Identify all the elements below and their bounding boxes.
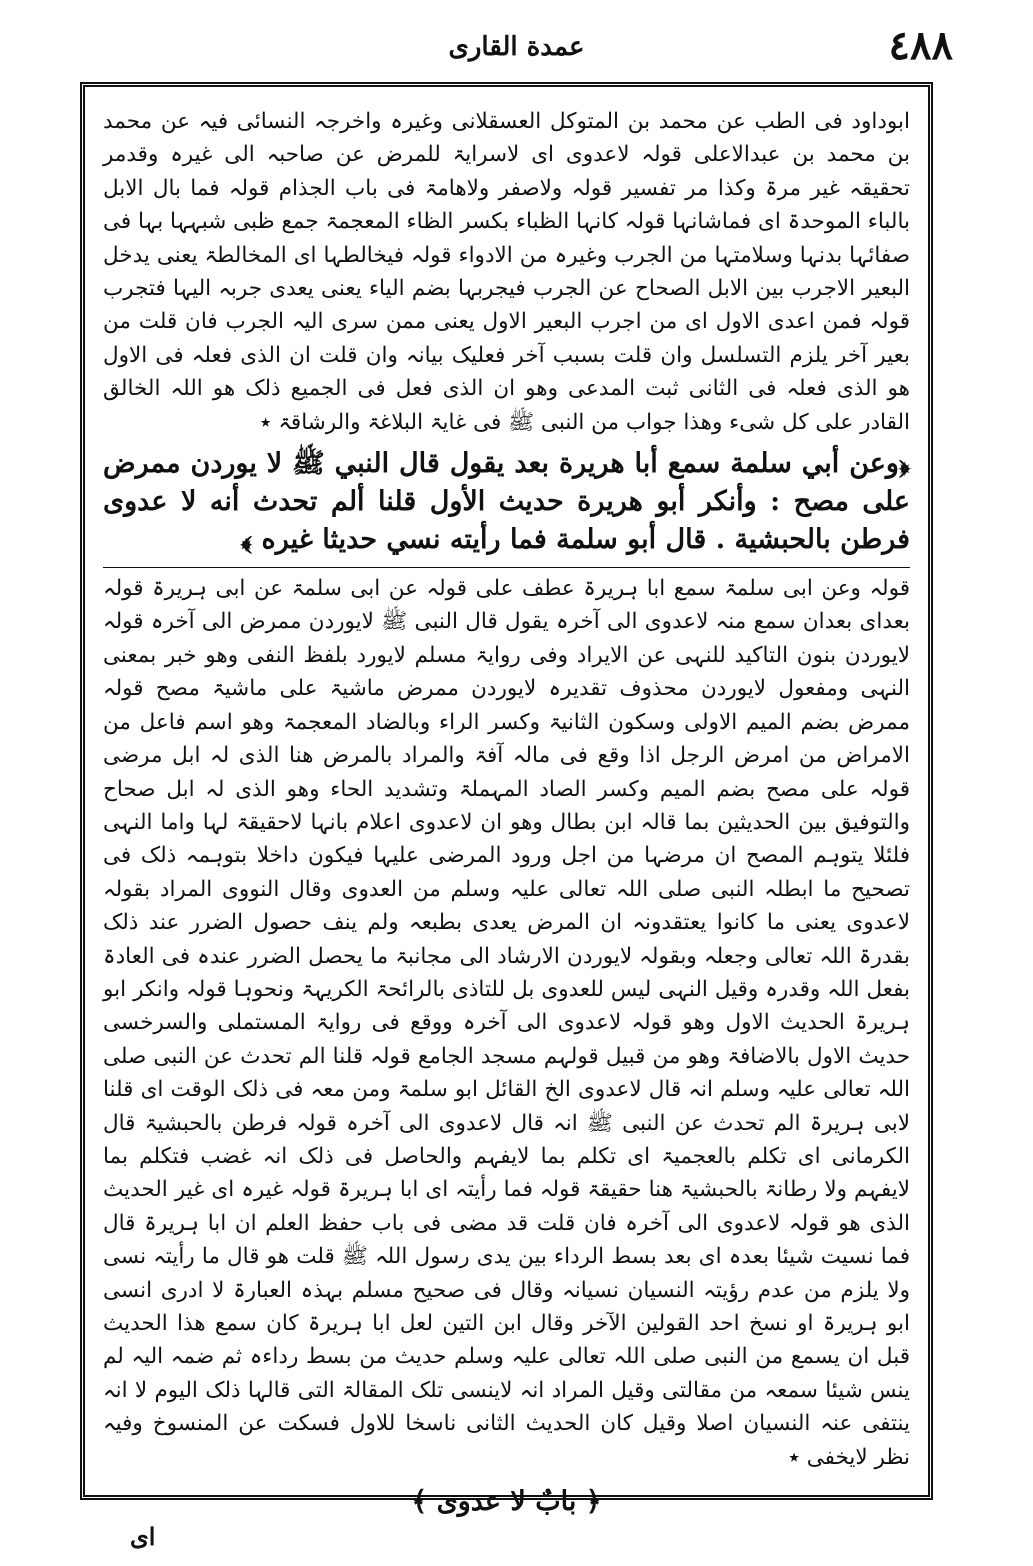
page-header: [80, 22, 953, 82]
hadith-text: ﴿وعن أبي سلمة سمع أبا هريرة بعد يقول قال النبي ﷺ لا يوردن ممرض على مصح : وأنكر أبو هريرة حديث الأول قلنا ألم تحدث أنه لا عدوى فرطن بالحبشية . قال أبو سلمة فما رأيته نسي حديثا غيره ﴾: [103, 448, 910, 556]
text-body: [103, 105, 910, 1518]
commentary-paragraph-top: ابوداود فی الطب عن محمد بن المتوکل العسقلانی وغیرہ واخرجہ النسائی فیہ عن محمد بن محمد بن عبدالاعلی قولہ لاعدوی ای لاسرایۃ للمرض عن صاحبہ الی غیرہ وقدمر تحقیقہ غیر مرۃ وکذا مر تفسیر قولہ ولاصفر ولاھامۃ فی باب الجذام قولہ فما بال الابل بالباء الموحدۃ ای فماشانہا قولہ کانہا الظباء بکسر الظاء المعجمۃ جمع ظبی شبہہا بہا فی صفائہا بدنہا وسلامتہا من الجرب وغیرہ من الادواء قولہ فیخالطہا ای المخالطۃ یعنی یدخل البعیر الاجرب بین الابل الصحاح عن الجرب فیجربہا بضم الیاء یعنی یعدی جربہ الیہا فتجرب قولہ فمن اعدی الاول ای من اجرب البعیر الاول یعنی ممن سری الیہ الجرب فان قلت من بعیر آخر یلزم التسلسل وان قلت بسبب آخر فعلیک بیانہ وان قلت ان الذی فعلہ فی الاول ھو الذی فعلہ فی الثانی ثبت المدعی وھو ان الذی فعل فی الجمیع ذلک ھو اللہ الخالق القادر علی کل شیء وھذا جواب من النبی ﷺ فی غایۃ البلاغۃ والرشاقۃ ٭: [103, 109, 910, 435]
divider-line: [103, 567, 910, 568]
chapter-heading: ﴿ بابٌ لا عدوى ﴾: [411, 1486, 602, 1518]
running-title: عمدة القاری: [448, 32, 585, 62]
text-frame: [80, 82, 933, 1518]
commentary-paragraph-bottom: قولہ وعن ابی سلمۃ سمع ابا ہریرۃ عطف علی قولہ عن ابی سلمۃ عن ابی ہریرۃ قولہ بعدای بعدان سمع منہ لاعدوی الی آخرہ یقول قال النبی ﷺ لایوردن ممرض الی آخرہ قولہ لایوردن بنون التاکید للنہی عن الایراد وفی روایۃ مسلم لایورد بلفظ النفی وھو خبر بمعنی النہی ومفعول لایوردن محذوف تقدیرہ لایوردن ممرض ماشیۃ علی ماشیۃ مصح قولہ ممرض بضم المیم الاولی وسکون الثانیۃ وکسر الراء وبالضاد المعجمۃ وھو اسم فاعل من الامراض من امرض الرجل اذا وقع فی مالہ آفۃ والمراد بالمرض ھنا الذی لہ ابل مرضی قولہ علی مصح بضم المیم وکسر الصاد المہملۃ وتشدید الحاء وھو الذی لہ ابل صحاح والتوفیق بین الحدیثین بما قالہ ابن بطال وھو ان لاعدوی اعلام بانہا لاحقیقۃ لہا واما النہی فلئلا یتوہم المصح ان مرضہا من اجل ورود المرضی علیہا فیکون داخلا بتوہمہ ذلک فی تصحیح ما ابطلہ النبی صلی اللہ تعالی علیہ وسلم من العدوی وقال النووی المراد بقولہ لاعدوی یعنی ما کانوا یعتقدونہ ان المرض یعدی بطبعہ ولم ینف حصول الضرر عند ذلک بقدرۃ اللہ تعالی وجعلہ وبقولہ لایوردن الارشاد الی مجانبۃ ما یحصل الضرر عندہ فی العادۃ بفعل اللہ وقدرہ وقیل النہی لیس للعدوی بل للتاذی بالرائحۃ الکریہۃ ونحوہا قولہ وانکر ابو ہریرۃ الحدیث الاول وھو قولہ لاعدوی الی آخرہ ووقع فی روایۃ المستملی والسرخسی حدیث الاول بالاضافۃ وھو من قبیل قولہم مسجد الجامع قولہ قلنا الم تحدث عن النبی صلی اللہ تعالی علیہ وسلم انہ قال لاعدوی الخ القائل ابو سلمۃ ومن معہ فی ذلک الوقت ای قلنا لابی ہریرۃ الم تحدث عن النبی ﷺ انہ قال لاعدوی الی آخرہ قولہ فرطن بالحبشیۃ قال الکرمانی ای تکلم بالعجمیۃ ای تکلم بما لایفہم والحاصل فی ذلک انہ غضب فتکلم بما لایفہم ولا رطانۃ بالحبشیۃ ھنا حقیقۃ قولہ فما رأیتہ ای ابا ہریرۃ قولہ غیرہ ای غیر الحدیث الذی ھو قولہ لاعدوی الی آخرہ فان قلت قد مضی فی باب حفظ العلم ان ابا ہریرۃ قال فما نسیت شیئا بعدہ ای بعد بسط الرداء بین یدی رسول اللہ ﷺ قلت ھو قال ما رأیتہ نسی ولا یلزم من عدم رؤیتہ النسیان نسیانہ وقال فی صحیح مسلم بہذہ العبارۃ لا ادری انسی ابو ہریرۃ او نسخ احد القولین الآخر وقال ابن التین لعل ابا ہریرۃ کان سمع ھذا الحدیث قبل ان یسمع من النبی صلی اللہ تعالی علیہ وسلم حدیث من بسط رداءہ ثم ضمہ الیہ لم ینس شیئا سمعہ من مقالتی وقیل المراد انہ لاینسی تلک المقالۃ التی قالہا ذلک الیوم لا انہ ینتفی عنہ النسیان اصلا وقیل کان الحدیث الثانی ناسخا للاول فسکت عن المنسوخ وفیہ نظر لایخفی ٭: [103, 576, 910, 1470]
catchword: ای: [130, 1522, 156, 1551]
page-number: ٤٨٨: [888, 22, 953, 69]
chapter-heading-row: [103, 1484, 910, 1530]
